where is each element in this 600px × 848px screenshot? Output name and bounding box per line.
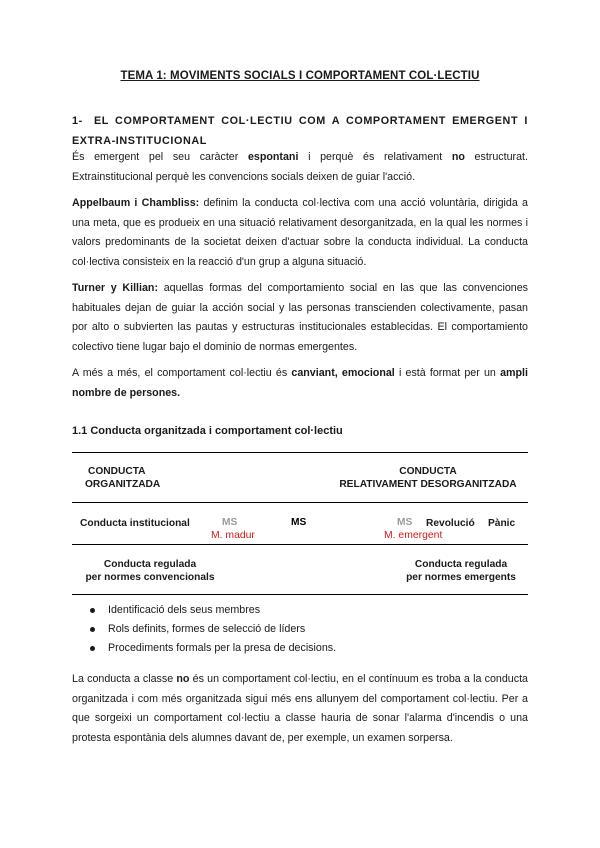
bullet-icon: [90, 627, 95, 632]
madur-label: M. madur: [211, 530, 255, 541]
right-footer-line: Conducta regulada: [414, 559, 508, 570]
list-item-text: Rols definits, formes de selecció de líders: [108, 623, 306, 635]
list-item-text: Identificació dels seus membres: [108, 604, 261, 616]
paragraph-turner: [72, 279, 528, 357]
left-header: [85, 465, 160, 491]
emergent-label: M. emergent: [384, 530, 443, 541]
document-title: TEMA 1: MOVIMENTS SOCIALS I COMPORTAMENT COL·LECTIU: [120, 70, 480, 82]
list-item: [88, 601, 336, 620]
left-footer-line: Conducta regulada: [103, 559, 197, 570]
left-header-line: ORGANITZADA: [85, 479, 161, 490]
list-item: [88, 620, 336, 639]
ms-grey-left: MS: [222, 517, 238, 528]
left-footer-line: per normes convencionals: [85, 572, 215, 583]
panic-label: Pànic: [488, 518, 516, 529]
paragraph-classroom: [72, 670, 528, 748]
left-header-line: CONDUCTA: [88, 466, 146, 477]
text-run: és un comportament col·lectiu, en el contínuum es troba a la conducta organitzada i com més organitzada sigui més ens allunyem del comportament col·lectiu. Per a que sorgeixi un comportament col·lectiu a classe hauria de sonar l'alarma d'incendis o una protesta espontània dels alumnes davant de, per exemple, un examen sorpersa.: [72, 673, 528, 744]
section-number: 1-: [72, 115, 83, 127]
table-rule-bottom: [72, 594, 528, 595]
right-header-line: CONDUCTA: [399, 466, 457, 477]
revolucio-label: Revolució: [426, 518, 475, 529]
right-footer-line: per normes emergents: [406, 572, 516, 583]
bullet-icon: [90, 646, 95, 651]
bold-term: ampli nombre de persones.: [72, 367, 528, 399]
paragraph-emergent: [72, 148, 528, 187]
bullet-icon: [90, 608, 95, 613]
list-item: [88, 639, 336, 658]
paragraph-canviant: [72, 364, 528, 403]
section-heading-text: EL COMPORTAMENT COL·LECTIU COM A COMPORTAMENT EMERGENT I EXTRA-INSTITUCIONAL: [72, 115, 528, 147]
table-rule-top: [72, 452, 528, 453]
table-rule: [72, 502, 528, 503]
bold-term: no: [451, 151, 465, 163]
right-footer: [394, 558, 528, 584]
list-item-text: Procediments formals per la presa de decisions.: [108, 642, 337, 654]
author-lead: Appelbaum i Chambliss:: [72, 197, 200, 209]
bold-term: canviant, emocional: [291, 367, 395, 379]
institutional-label: Conducta institucional: [80, 518, 190, 529]
table-rule: [72, 544, 528, 545]
text-run: definim la conducta col·lectiva com una acció voluntària, dirigida a una meta, que es produeix en una situació relativament desorganitzada, en la qual les normes i valors predominants de la societat deixen d'actuar sobre la conducta individual. La conducta col·lectiva consisteix en la reacció d'un grup a alguna situació.: [72, 197, 528, 268]
text-run: La conducta a classe: [72, 673, 177, 685]
left-footer: [78, 558, 222, 584]
text-run: És emergent pel seu caràcter: [72, 151, 248, 163]
text-run: A més a més, el comportament col·lectiu és: [72, 367, 292, 379]
text-run: i perquè és relativament: [298, 151, 452, 163]
bold-term: espontani: [247, 151, 299, 163]
section-1-1-heading: 1.1 Conducta organitzada i comportament col·lectiu: [72, 425, 343, 437]
text-run: estructurat. Extrainstitucional perquè les convencions socials deixen de guiar l'acció.: [72, 151, 528, 183]
ms-grey-right: MS: [397, 517, 413, 528]
right-header-line: RELATIVAMENT DESORGANITZADA: [339, 479, 517, 490]
text-run: aquellas formas del comportamiento social en las que las convenciones habituales dejan de guiar la acción social y las personas transcienden colectivamente, pasan por alto o subvierten las pautas y estructuras institucionales establecidas. El comportamiento colectivo tiene lugar bajo el dominio de normas emergentes.: [72, 282, 528, 353]
ms-black: MS: [291, 517, 307, 528]
paragraph-appelbaum: [72, 194, 528, 272]
bold-term: no: [176, 673, 190, 685]
text-run: i està format per un: [394, 367, 501, 379]
author-lead: Turner y Killian:: [72, 282, 159, 294]
section-1-heading: [72, 112, 528, 151]
right-header: [330, 465, 526, 491]
organized-features-list: [88, 601, 336, 658]
